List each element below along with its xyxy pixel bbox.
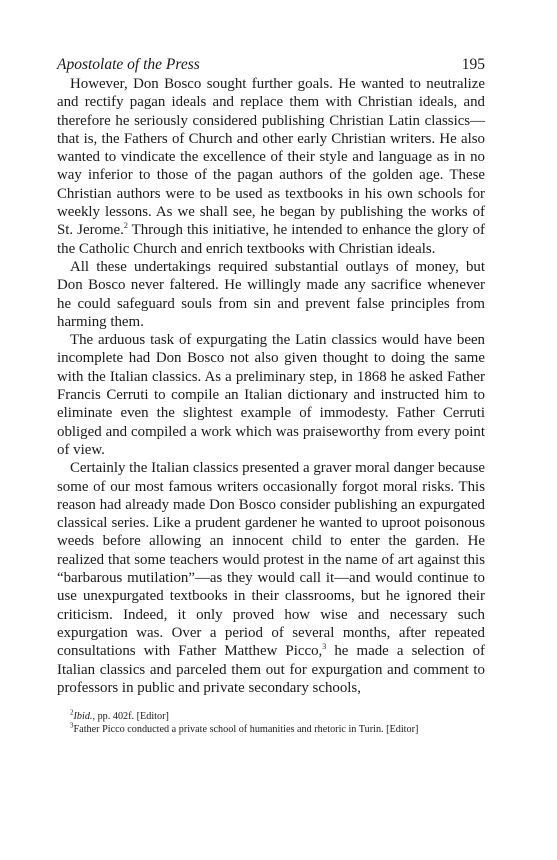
book-page — [57, 56, 485, 736]
paragraph-text: he made a selection of Italian classics and parceled them out for expurgation and comment to professors in public and private secondary schools, — [57, 643, 485, 696]
footnote — [70, 708, 485, 724]
footnote-marker: 2 — [70, 708, 74, 717]
body-text — [57, 75, 485, 697]
footnote-ibid: Ibid. — [73, 711, 93, 723]
paragraph — [57, 75, 485, 258]
page-number: 195 — [461, 56, 485, 73]
footnote-text: Father Picco conducted a private school of humanities and rhetoric in Turin. [Editor] — [73, 723, 419, 735]
footnote — [70, 721, 485, 737]
paragraph-text: All these undertakings required substantial outlays of money, but Don Bosco never faltered. He willingly made any sacrifice whenever he could safeguard souls from sin and prevent false principles from harming them. — [57, 258, 485, 330]
paragraph — [57, 459, 485, 697]
paragraph-text: Certainly the Italian classics presented a graver moral danger because some of our most famous writers occasionally forgot moral risks. This reason had already made Don Bosco consider publishing an expurgated classical series. Like a prudent gardener he wanted to uproot poisonous weeds before allowing an innocent child to enter the garden. He realized that some teachers would protest in the name of art against this “barbarous mutilation”—as they would call it—and would continue to use unexpurgated textbooks in their classrooms, but he ignored their criticism. Indeed, it only proved how wise and necessary such expurgation was. Over a period of several months, after repeated consultations with Father Matthew Picco, — [57, 460, 485, 660]
footnote-text: , pp. 402f. [Editor] — [92, 711, 169, 723]
paragraph-text: The arduous task of expurgating the Latin classics would have been incomplete had Don Bosco not also given thought to doing the same with the Italian classics. As a preliminary step, in 1868 he asked Father Francis Cerruti to compile an Italian dictionary and instructed him to eliminate even the slightest example of immodesty. Father Cerruti obliged and compiled a work which was praiseworthy from every point of view. — [57, 332, 485, 458]
paragraph — [57, 258, 485, 331]
footnote-reference: 3 — [322, 642, 327, 652]
running-head — [57, 56, 485, 74]
running-head-title: Apostolate of the Press — [57, 56, 200, 73]
footnote-marker: 3 — [70, 721, 74, 730]
footnotes — [57, 708, 485, 736]
paragraph-text: Through this initiative, he intended to enhance the glory of the Catholic Church and enrich textbooks with Christian ideals. — [57, 222, 485, 257]
paragraph — [57, 331, 485, 459]
paragraph-text: However, Don Bosco sought further goals. He wanted to neutralize and rectify pagan ideals and replace them with Christian ideals, and therefore he seriously considered publishing Christian Latin classics—that is, the Fathers of Church and other early Christian writers. He also wanted to vindicate the excellence of their style and language as in no way inferior to those of the pagan authors of the golden age. These Christian authors were to be used as textbooks in his own schools for weekly lessons. As we shall see, he began by publishing the works of St. Jerome. — [57, 76, 485, 239]
footnote-reference: 2 — [123, 221, 128, 231]
